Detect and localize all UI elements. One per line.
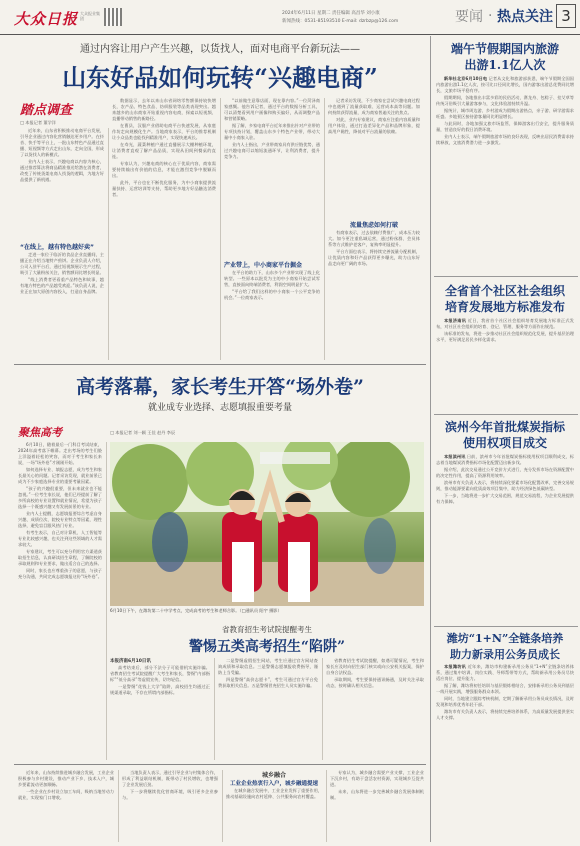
bottom-col-4: 专家认为，城乡融合需要产业支撑，工业企业下沉乡村，有助于盘活农村资源，实现城乡互促共进。 未来，山东将进一步完善城乡融合发展体制机制。 [330,770,424,800]
right-byline3: 本报滨州讯 [444,454,466,459]
gaokao-col-1: 6月10日，随着最后一门科目考试结束，2024年高考落下帷幕。走出考场的考生们脸上洋溢着轻松的笑容，而对于考生和家长来说，一场“场外卷”才刚刚开始。 如何选择专业、填报志愿，成为考生和家长最关心的问题。记者采访发现，就业前景已成为不少家庭选择专业的重要考量因素。 “孩子的兴趣很重要，但未来就业也不能忽视。”一位考生家长说，他们已经提前了解了多所高校的专业设置和就业情况，希望为孩子选择一个既感兴趣又有发展前景的专业。 业内人士提醒，志愿填报要综合考虑自身兴趣、成绩位次、院校专业特点等因素，理性选择，避免盲目跟风热门专业。 有考生表示，自己对计算机、人工智能等专业比较感兴趣，也关注到这些领域的人才需求较大。 专家建议，考生可以充分利用官方渠道获取招生信息，认真研读招生章程，了解院校的录取规则和专业要求，做出适合自己的选择。 同时，家长也应尊重孩子的意愿，与孩子充分沟通，共同完成志愿填报这份“场外卷”。 [18,442,102,579]
right-rule-3 [434,626,578,627]
lead-col-3b: 在平台的助力下，山东多个产业带实现了线上化转型。一些原本以批发为主的中小商家开始尝试零售，直接面向终端消费者，利润空间明显扩大。 “平台给了我们这样的中小商家一个公平竞争的机会。”一位商家表示。 [224,270,320,300]
section-dot: · [488,8,493,24]
right-h3-line2: 使用权项目成交 [462,436,547,450]
masthead-logo [14,8,78,28]
gaokao-headline2: 警惕五类高考招生“陷阱” [188,639,346,655]
page-number-box [556,4,576,28]
lead-col-4b: 有商家表示，过去依赖付费推广，成本压力较大。如今更注重私域运营，通过粉丝群、会员体系等方式维护老客户，复购率明显提升。 平台方面也表示，将持续完善流量分配机制，让优质内容和好产品获得更多曝光，助力山东好品走向更广阔的市场。 [328,230,420,266]
lead-headline: 山东好品如何玩转“兴趣电商” [62,63,378,92]
masthead-logo-text: 大众日报 [14,10,79,28]
lead-col-1: 近年来，山东省积极推动电商平台发展，引导企业通过内容化营销触达更多用户。在抖音、快手等平台上，一批山东特色产品通过直播、短视频等方式走出山东，走向全国，形成了以货找人的新模式。 业内人士表示，兴趣电商以内容为核心，通过推荐算法将商品精准推送给潜在消费者，改变了传统货架电商人找货的逻辑，为地方好品提供了新机遇。 [20,128,104,182]
gaokao-subhead: 就业成专业选择、志愿填报重要考量 [147,403,292,413]
right-h2-line1: 全省首个社区社会组织 [444,284,565,298]
right-rule-2 [434,414,578,415]
bottom-col-3: 在城乡融合发展中，工业企业发挥了重要作用，推动基础设施向农村延伸、公共服务向农村覆盖。 [226,788,322,799]
lead-col-1b: 走进一家位于临沂的食品企业直播间，主播正在介绍当地特产煎饼。企业负责人介绍，公司入驻平台后，通过短视频展示生产过程，吸引了大量粉丝关注，销售额同比增长明显。 “线上消费者更看重产品特色和故事，越有地方特色的产品越受欢迎。”该负责人说，企业正在加大原创内容投入，打造自身品牌。 [20,252,104,294]
right-story4: 本报潍坊讯 近年来，潍坊市构建新录用公务员“1+N”全链条培养体系，通过集中培训、岗位实践、导师帮带等方式，帮助新录用公务员尽快适应岗位、提升能力。 据了解，潍坊将初任培训与基层锻炼相结合，安排新录用公务员到基层一线开展实践，增强服务群众本领。 同时，当地建立跟踪考核机制，定期了解新录用公务员成长情况，及时发现和培养优秀年轻干部。 潍坊市有关负责人表示，将持续完善培养体系，为高质量发展提供坚实人才支撑。 [436,664,574,720]
gaokao-byline2: 本报济南6月10日讯 [110,659,151,664]
bottom-heading: 城乡融合 [261,772,286,779]
lead-subhead-2: 产业带上，中小商家平台掘金 [224,262,303,269]
lead-col-divider-3 [324,98,325,360]
bottom-subhead: 工业企业热衷行入户，城乡融通提速 [229,781,318,787]
bottom-col-2: 当地负责人表示，通过引导企业与村集体合作，形成了利益联结机制，既带动了村民增收，也增强了企业发展后劲。 下一步将继续优化营商环境，吸引更多企业参与。 [122,770,218,800]
gaokao-column-logo: 聚焦高考 [18,426,62,439]
right-h4-line1: 潍坊“1+N”全链条培养 [446,632,564,645]
lead-kicker: 通过内容让用户产生兴趣，以货找人，面对电商平台新玩法—— [80,44,360,55]
gaokao-col-2: 高考结束后，部分不法分子可能借机实施诈骗。省教育招生考试院提醒广大考生和家长，警惕“内部指标”“低分高录”等虚假宣传，切勿轻信。 一是警惕“花钱上大学”陷阱，高校招生均通过正规渠道录取，不存在所谓内部指标。 [110,665,210,695]
bottom-col-divider-1 [118,770,119,842]
lead-column-logo: 踏点调查 [20,103,73,118]
page-number: 3 [561,7,571,25]
section-title: 热点关注 [497,9,553,25]
bottom-col-divider-2 [222,770,223,842]
gaokao-byline: □ 本报记者 刘一颖 王佳 赵丹 李辰 [110,430,176,435]
right-column-divider [430,36,431,842]
bottom-col-divider-3 [326,770,327,842]
right-h2-line2: 培育发展地方标准发布 [444,300,565,314]
gaokao-photo-illustration [110,442,424,606]
right-h1-line2: 出游1.1亿人次 [464,58,546,72]
right-byline2: 本报济南讯 [444,318,467,323]
masthead-qr-icon [104,8,122,26]
gaokao-col-divider-3 [322,658,323,760]
gaokao-bottom-rule [14,764,426,765]
right-h1-line1: 端午节假期国内旅游 [450,42,559,56]
masthead-info-line2: 新闻热线：0531-85193510 E-mail: dzrbzp@126.com [282,19,399,24]
right-story3: 本报滨州讯 日前，滨州市今年首批煤炭指标使用权项目顺利成交，标志着当地煤炭消费指标市场化配置迈出新步伐。 据介绍，此次交易通过公开竞价方式进行，充分发挥市场在资源配置中的决定性作用，提高了资源利用效率。 滨州市有关负责人表示，将持续深化要素市场化配置改革，完善交易规则，推动能源要素向优质高效项目集中，助力经济绿色低碳转型。 下一步，当地将进一步扩大交易范围，规范交易流程，为企业发展提供有力保障。 [436,454,574,504]
lead-col-2: 数据显示，去年以来山东省网络零售额保持较快增长，农产品、特色食品、纺织服装等品类表现突出。越来越多的山东商家开始重视内容电商，探索以短视频、直播带动销售的新路径。 在曹县，汉服产业借助电商平台快速发展，从家庭作坊走向规模化生产。当地商家表示，平台的推荐机制让小众品类也能找到精准用户，实现快速成长。 在寿光，蔬菜种植户通过直播展示大棚种植环境，让消费者直观了解产品品质，实现从田间到餐桌的直连。 专家认为，兴趣电商的核心在于优质内容，商家需要持续输出有价值的信息，才能在激烈竞争中脱颖而出。 此外，平台也在不断优化服务，为中小商家提供流量扶持、运营培训等支持，帮助更多地方好品触达消费者。 [112,98,216,197]
masthead-logo-sub: 大众报业集团 [80,11,100,21]
bottom-col-1: 近年来，山东持续推进城乡融合发展，工业企业积极参与乡村建设，推动产业下乡、技术入户，城乡要素流动更加顺畅。 一些企业在乡村设立加工车间，吸纳当地劳动力就业，实现家门口增收。 [18,770,114,800]
lead-col-4: 记者采访发现，不少商家在尝试兴趣电商过程中也遇到了流量获取难、运营成本高等问题。如何持续获得流量，成为商家普遍关注的焦点。 对此，业内专家建议，商家应注重内容质量和用户体验，通过打造差异化产品和品牌形象，提高用户黏性，降低对平台流量的依赖。 [328,98,420,134]
section-label: 要闻 [455,9,483,25]
gaokao-headline: 高考落幕，家长考生开答“场外卷” [76,376,364,398]
lead-byline: □ 本报记者 董学洋 [20,120,56,125]
right-story2: 本报济南讯 近日，我省首个社区社会组织培育发展地方标准正式发布，对社区社会组织的培育、登记、管理、服务等方面作出规范。 该标准的发布，将进一步推动社区社会组织规范化发展，提升基层治理水平，更好满足居民多样化需求。 [436,318,574,342]
right-byline4: 本报潍坊讯 [444,664,467,669]
right-story1: 新华社北京6月10日电 记者从文化和旅游部获悉，端午节假期全国国内旅游出游1.1亿人次，按可比口径同比增长，国内游客出游总花费同比增长，文旅市场平稳有序。 假期期间，各地推出丰富多彩的民俗活动，赛龙舟、包粽子、挂艾草等传统习俗吸引大量游客参与，文化体验游持续升温。 据统计，城市周边游、乡村游成为假期出游热点，亲子游、研学游需求旺盛。多地景区接待游客量同比明显增长。 与此同时，各地加强文旅市场监管，保障游客出行安全，提升服务质量，营造良好的假日消费环境。 业内人士表示，端午假期旅游市场的良好表现，反映出居民消费需求持续释放，文旅消费潜力进一步激发。 [436,76,574,145]
lead-col-divider-2 [220,98,221,360]
right-h3-line1: 滨州今年首批煤炭指标 [444,420,565,434]
gaokao-photo [110,442,424,606]
gaokao-col-4: 省教育招生考试院提醒，如遇可疑情况，考生和家长应及时向招生部门核实或向公安机关报案，保护自身合法权益。 录取期间，考生要保持通讯畅通，及时关注录取动态，按时确认相关信息。 [326,658,424,688]
right-h4-line2: 助力新录用公务员成长 [450,648,560,661]
gaokao-photo-caption: 6月10日下午，在潍坊第二十中学考点，完成高考的考生和老师合影。（□通讯员 阳宇 摄影） [110,608,282,613]
lead-bottom-rule [14,364,426,365]
lead-col-divider-1 [108,128,109,360]
masthead [0,0,580,34]
lead-subhead-1: “在线上，越有特色越好卖” [20,244,94,251]
masthead-info-line1: 2024年6月11日 星期二 责任编辑 高昌华 刘小康 [282,11,380,16]
gaokao-col-divider [106,442,107,760]
gaokao-col-3: 二是警惕虚假招生网站，考生应通过官方网站查询成绩和录取信息。三是警惕志愿填报收费指导，谨防上当受骗。 四是警惕“高价志愿卡”，考生可通过官方平台免费获取相关信息。五是警惕冒充招生人员实施诈骗。 [218,658,318,688]
gaokao-col-divider-2 [214,658,215,760]
lead-subhead-3: 流量焦虑如何打破 [349,222,398,229]
masthead-rule [0,34,580,35]
gaokao-kicker2: 省教育招生考试院提醒考生 [222,625,312,634]
right-byline1: 新华社北京6月10日电 [444,76,488,81]
right-rule-1 [434,276,578,277]
lead-col-3: “以前做生意靠店面，现在靠内容。”一位菏泽商家感慨。他告诉记者，通过平台的数据分析工具，可以清楚看到用户画像和购买偏好，从而调整产品和营销策略。 据了解，多家电商平台近年来推出针对产业带的专项扶持计划，覆盖山东多个特色产业带，带动大量中小商家入驻。 业内人士指出，产业带商家具有供应链优势，通过兴趣电商可以缩短流通环节，让利消费者，提升竞争力。 [224,98,320,159]
